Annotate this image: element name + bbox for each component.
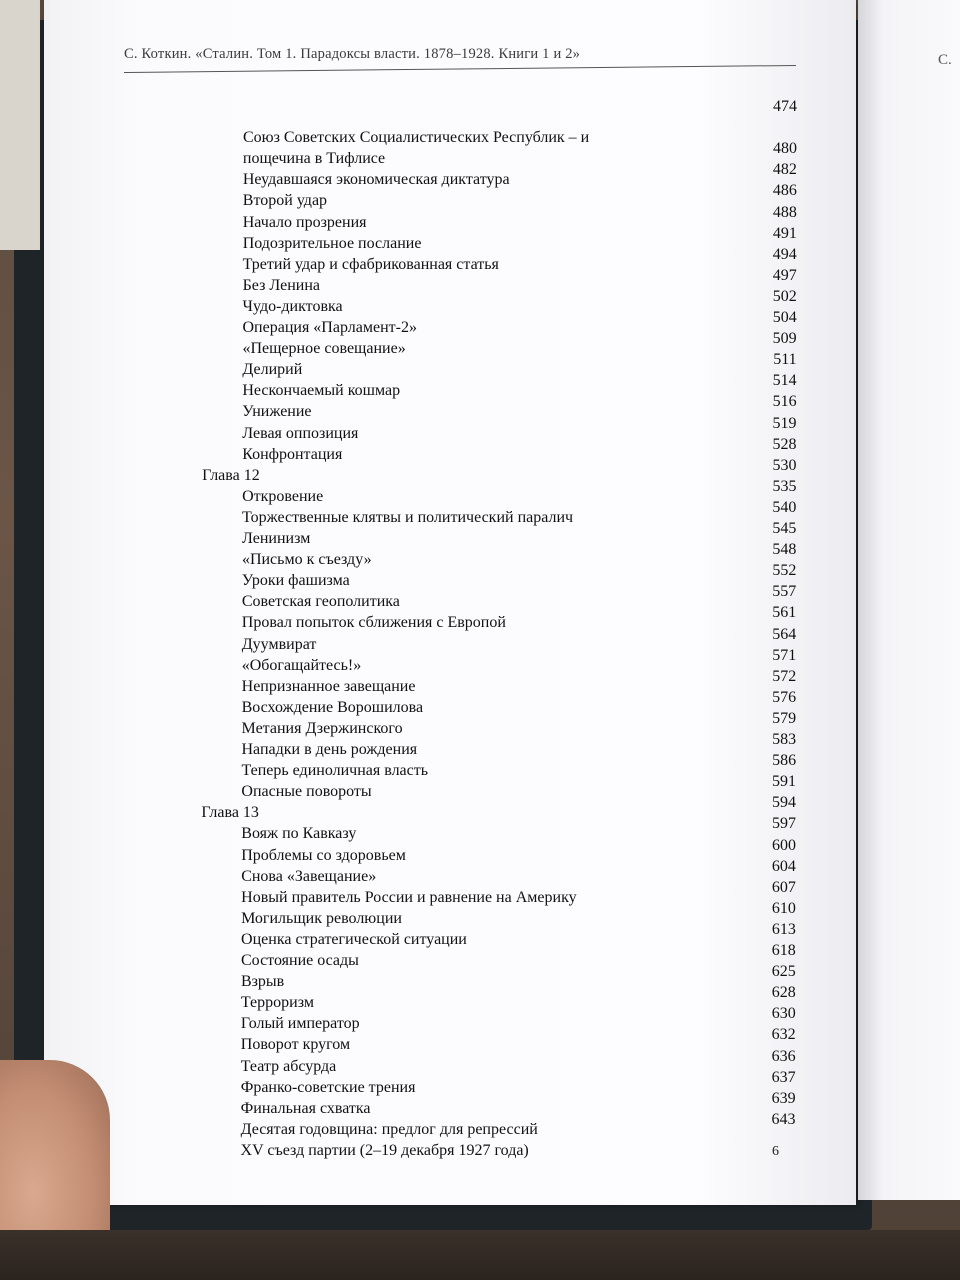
toc-entry-title: Левая оппозиция [242, 424, 359, 442]
toc-entry-page: 586 [772, 752, 797, 770]
toc-entry-page: 519 [772, 414, 797, 432]
toc-entry-page: 583 [772, 731, 797, 748]
toc-entry-page: 600 [771, 836, 796, 854]
toc-entry-page: 530 [772, 456, 797, 474]
toc-entry-title: Состояние осады [241, 952, 359, 969]
toc-chapter-heading: Глава 12 [202, 466, 260, 484]
toc-entry-title: пощечина в Тифлисе [242, 150, 386, 168]
background-strip [0, 0, 40, 250]
toc-entry-title: Новый правитель России и равнение на Америку [241, 888, 577, 906]
toc-entry-title: Снова «Завещание» [241, 867, 377, 885]
toc-entry-page: 494 [772, 245, 797, 263]
toc-entry-page: 571 [772, 646, 797, 664]
toc-entry-title: Чудо-диктовка [242, 297, 343, 315]
toc-entry-title: Унижение [242, 403, 312, 421]
toc-entry-title: Уроки фашизма [241, 572, 350, 590]
toc-entry-page: 504 [772, 309, 797, 326]
toc-entry-title: Восхождение Ворошилова [241, 698, 424, 716]
toc-entry-page: 639 [771, 1089, 796, 1107]
toc-entry-page: 579 [772, 709, 797, 727]
toc-entry-title: Теперь единоличная власть [241, 762, 429, 780]
toc-entry-page: 630 [771, 1005, 796, 1023]
toc-chapter-heading: Глава 13 [201, 804, 259, 822]
toc-entry-title: Голый император [240, 1015, 360, 1033]
toc-entry-title: Провал попыток сближения с Европой [241, 614, 506, 632]
toc-entry-page: 548 [772, 541, 797, 559]
toc-entry-title: Опасные повороты [241, 783, 372, 801]
toc-entry-title: Поворот кругом [240, 1036, 351, 1054]
toc-entry-page: 474 [773, 98, 797, 115]
toc-entry-page: 480 [772, 140, 797, 158]
toc-entry-page: 625 [771, 963, 796, 981]
toc-entry-title: Подозрительное послание [242, 234, 422, 252]
toc-entry-title: «Обогащайтесь!» [241, 656, 362, 674]
toc-entry-title: Могильщик революции [241, 909, 402, 927]
toc-entry-page: 572 [772, 667, 797, 685]
toc-entry-page: 540 [772, 498, 797, 516]
toc-entry-page: 618 [771, 942, 796, 959]
toc-entry-page: 528 [772, 435, 797, 453]
toc-entry-page: 482 [772, 161, 797, 179]
toc-entry-title: Ленинизм [242, 530, 311, 547]
toc-entry-page: 613 [771, 920, 796, 938]
toc-entry-page: 597 [771, 815, 796, 833]
toc-entry-page: 564 [772, 625, 797, 643]
toc-entry-title: Делирий [242, 361, 303, 379]
toc-entry-page: 497 [772, 266, 797, 284]
toc-entry-page: 516 [772, 393, 797, 411]
toc-entry-page: 591 [772, 773, 797, 791]
toc-entry-title: Взрыв [240, 973, 285, 991]
toc-entry-title: Неудавшаяся экономическая диктатура [242, 171, 510, 189]
toc-entry-page: 643 [771, 1110, 796, 1128]
toc-entry-title: Операция «Парламент-2» [242, 319, 417, 336]
toc-entry-page: 594 [772, 794, 796, 812]
toc-entry-page: 607 [771, 878, 796, 896]
toc-entry-page: 491 [772, 224, 797, 242]
toc-entry-page: 604 [771, 857, 796, 875]
table-surface [0, 1230, 960, 1280]
toc-entry-title: Финальная схватка [240, 1099, 371, 1117]
toc-entry-title: Вояж по Кавказу [241, 825, 357, 843]
toc-entry-page: 514 [772, 372, 797, 390]
toc-entry-title: Терроризм [240, 994, 314, 1012]
toc-entry-title: Театр абсурда [240, 1057, 337, 1075]
toc-entry-page: 561 [772, 604, 797, 622]
toc-entry-title: Нескончаемый кошмар [242, 382, 401, 400]
toc-entry-title: «Письмо к съезду» [241, 551, 372, 569]
running-head: С. Коткин. «Сталин. Том 1. Парадоксы власти. 1878–1928. Книги 1 и 2» [124, 46, 581, 62]
toc-entry-title: Нападки в день рождения [241, 741, 418, 758]
toc-entry-title: Третий удар и сфабрикованная статья [242, 255, 499, 273]
toc-entry-title: Франко-советские трения [240, 1078, 416, 1096]
toc-entry-title: Второй удар [242, 192, 328, 210]
page-number: 6 [772, 1144, 779, 1159]
toc-entry-title: Десятая годовщина: предлог для репрессий [240, 1120, 538, 1138]
toc-entry-title: Дуумвират [241, 635, 317, 653]
toc-entry-page: 576 [772, 688, 797, 706]
toc-entry-page: 545 [772, 520, 797, 537]
toc-entry-title: Непризнанное завещание [241, 677, 416, 695]
toc-entry-page: 509 [772, 330, 797, 348]
toc-entry-page: 636 [771, 1047, 796, 1065]
toc-entry-title: XV съезд партии (2–19 декабря 1927 года) [240, 1141, 529, 1159]
toc-entry-page: 557 [772, 583, 797, 601]
toc-entry-page: 628 [771, 984, 796, 1002]
toc-entry-title: Советская геополитика [241, 593, 400, 611]
toc-entry-page: 535 [772, 477, 797, 495]
toc-entry-page: 488 [772, 203, 797, 221]
toc-entry-page: 610 [771, 899, 796, 917]
toc-entry-title: Оценка стратегической ситуации [241, 930, 467, 948]
toc-entry-title: «Пещерное совещание» [242, 340, 406, 358]
toc-entry-title: Союз Советских Социалистических Республик – и [242, 129, 590, 147]
toc-entry-page: 502 [772, 287, 797, 305]
toc-entry-page: 486 [772, 182, 797, 200]
toc-entry-page: 511 [773, 351, 797, 369]
toc-entry-title: Торжественные клятвы и политический паралич [242, 508, 574, 526]
toc-entry-title: Начало прозрения [242, 213, 367, 231]
toc-entry-title: Без Ленина [242, 276, 321, 294]
toc-entry-page: 552 [772, 562, 797, 580]
toc-entry-title: Конфронтация [242, 445, 343, 463]
toc-entry-title: Метания Дзержинского [241, 719, 403, 737]
toc-entry-page: 632 [771, 1026, 796, 1044]
next-page-running-head: С. [938, 52, 952, 68]
next-page-edge [858, 0, 960, 1200]
toc-entry-title: Проблемы со здоровьем [241, 846, 406, 864]
toc-entry-page: 637 [771, 1068, 796, 1086]
toc-entry-title: Откровение [242, 487, 324, 505]
